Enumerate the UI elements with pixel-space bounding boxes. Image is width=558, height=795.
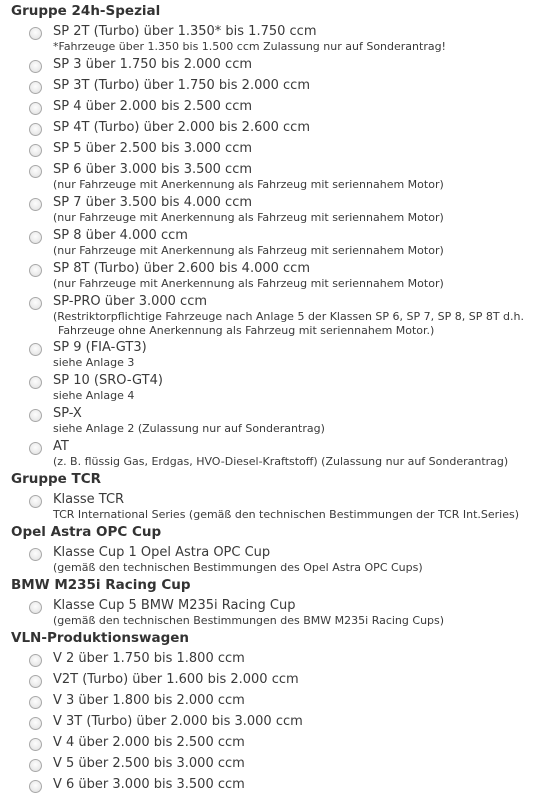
option-label[interactable]: SP 8 über 4.000 ccm <box>53 228 188 243</box>
option-label[interactable]: SP 6 über 3.000 bis 3.500 ccm <box>53 162 253 177</box>
option-label[interactable]: AT <box>53 439 69 454</box>
option-note <box>53 277 444 291</box>
group-title-bmw-m235i-racing-cup: BMW M235i Racing Cup <box>11 577 191 593</box>
option-label[interactable]: SP 4 über 2.000 bis 2.500 ccm <box>53 99 253 114</box>
option-note <box>53 310 524 338</box>
option-note <box>53 244 444 258</box>
option-label[interactable]: V 3T (Turbo) über 2.000 bis 3.000 ccm <box>53 714 303 729</box>
option-label[interactable]: SP 2T (Turbo) über 1.350* bis 1.750 ccm <box>53 24 317 39</box>
radio-button[interactable] <box>29 654 42 667</box>
option-note <box>53 40 446 54</box>
radio-button[interactable] <box>29 60 42 73</box>
radio-button[interactable] <box>29 102 42 115</box>
option-note-line: (nur Fahrzeuge mit Anerkennung als Fahrzeug mit seriennahem Motor) <box>53 211 444 224</box>
option-note-line: TCR International Series (gemäß den technischen Bestimmungen der TCR Int.Series) <box>53 508 519 521</box>
group-title-gruppe-24h-spezial: Gruppe 24h-Spezial <box>11 3 161 19</box>
option-note <box>53 178 444 192</box>
option-note <box>53 455 508 469</box>
option-note-line: (Restriktorpflichtige Fahrzeuge nach Anlage 5 der Klassen SP 6, SP 7, SP 8, SP 8T d.h. <box>53 310 525 323</box>
option-label[interactable]: V 4 über 2.000 bis 2.500 ccm <box>53 735 245 750</box>
radio-button[interactable] <box>29 442 42 455</box>
option-note-line: (gemäß den technischen Bestimmungen des BMW M235i Racing Cups) <box>53 614 445 627</box>
option-label[interactable]: V 3 über 1.800 bis 2.000 ccm <box>53 693 245 708</box>
radio-button[interactable] <box>29 81 42 94</box>
radio-button[interactable] <box>29 548 42 561</box>
option-label[interactable]: SP 8T (Turbo) über 2.600 bis 4.000 ccm <box>53 261 310 276</box>
option-note <box>53 614 444 628</box>
option-note-line: *Fahrzeuge über 1.350 bis 1.500 ccm Zulassung nur auf Sonderantrag! <box>53 40 446 53</box>
option-note-line: (nur Fahrzeuge mit Anerkennung als Fahrzeug mit seriennahem Motor) <box>53 178 444 191</box>
option-note <box>53 356 134 370</box>
option-note-line: Fahrzeuge ohne Anerkennung als Fahrzeug mit seriennahem Motor.) <box>58 324 435 337</box>
option-label[interactable]: Klasse TCR <box>53 492 125 507</box>
option-note <box>53 422 325 436</box>
option-label[interactable]: SP 10 (SRO-GT4) <box>53 373 163 388</box>
radio-button[interactable] <box>29 144 42 157</box>
option-label[interactable]: Klasse Cup 1 Opel Astra OPC Cup <box>53 545 271 560</box>
radio-button[interactable] <box>29 717 42 730</box>
option-label[interactable]: V 6 über 3.000 bis 3.500 ccm <box>53 777 245 792</box>
option-note <box>53 211 444 225</box>
option-note-line: siehe Anlage 3 <box>53 356 135 369</box>
option-note-line: (nur Fahrzeuge mit Anerkennung als Fahrzeug mit seriennahem Motor) <box>53 244 444 257</box>
option-label[interactable]: Klasse Cup 5 BMW M235i Racing Cup <box>53 598 296 613</box>
radio-button[interactable] <box>29 343 42 356</box>
option-label[interactable]: SP 3T (Turbo) über 1.750 bis 2.000 ccm <box>53 78 310 93</box>
radio-button[interactable] <box>29 738 42 751</box>
radio-button[interactable] <box>29 409 42 422</box>
option-label[interactable]: SP 3 über 1.750 bis 2.000 ccm <box>53 57 253 72</box>
option-note <box>53 389 134 403</box>
option-note <box>53 561 423 575</box>
radio-button[interactable] <box>29 297 42 310</box>
option-label[interactable]: V 2 über 1.750 bis 1.800 ccm <box>53 651 245 666</box>
option-note-line: (z. B. flüssig Gas, Erdgas, HVO-Diesel-Kraftstoff) (Zulassung nur auf Sonderantrag) <box>53 455 509 468</box>
option-label[interactable]: SP 7 über 3.500 bis 4.000 ccm <box>53 195 253 210</box>
group-title-vln-produktionswagen: VLN-Produktionswagen <box>11 630 190 646</box>
option-label[interactable]: SP-X <box>53 406 82 421</box>
radio-button[interactable] <box>29 759 42 772</box>
option-note-line: siehe Anlage 4 <box>53 389 135 402</box>
option-label[interactable]: V 5 über 2.500 bis 3.000 ccm <box>53 756 245 771</box>
radio-button[interactable] <box>29 198 42 211</box>
option-note <box>53 508 519 522</box>
option-label[interactable]: SP 5 über 2.500 bis 3.000 ccm <box>53 141 253 156</box>
radio-button[interactable] <box>29 123 42 136</box>
option-label[interactable]: SP 9 (FIA-GT3) <box>53 340 147 355</box>
radio-button[interactable] <box>29 495 42 508</box>
radio-button[interactable] <box>29 264 42 277</box>
radio-button[interactable] <box>29 27 42 40</box>
radio-button[interactable] <box>29 675 42 688</box>
option-label[interactable]: V2T (Turbo) über 1.600 bis 2.000 ccm <box>53 672 299 687</box>
option-label[interactable]: SP-PRO über 3.000 ccm <box>53 294 208 309</box>
radio-button[interactable] <box>29 780 42 793</box>
option-note-line: siehe Anlage 2 (Zulassung nur auf Sonderantrag) <box>53 422 325 435</box>
radio-button[interactable] <box>29 231 42 244</box>
option-label[interactable]: SP 4T (Turbo) über 2.000 bis 2.600 ccm <box>53 120 310 135</box>
option-note-line: (nur Fahrzeuge mit Anerkennung als Fahrzeug mit seriennahem Motor) <box>53 277 444 290</box>
radio-button[interactable] <box>29 601 42 614</box>
group-title-gruppe-tcr: Gruppe TCR <box>11 471 102 487</box>
option-note-line: (gemäß den technischen Bestimmungen des Opel Astra OPC Cups) <box>53 561 423 574</box>
radio-button[interactable] <box>29 165 42 178</box>
group-title-opel-astra-opc-cup: Opel Astra OPC Cup <box>11 524 162 540</box>
radio-button[interactable] <box>29 376 42 389</box>
radio-button[interactable] <box>29 696 42 709</box>
